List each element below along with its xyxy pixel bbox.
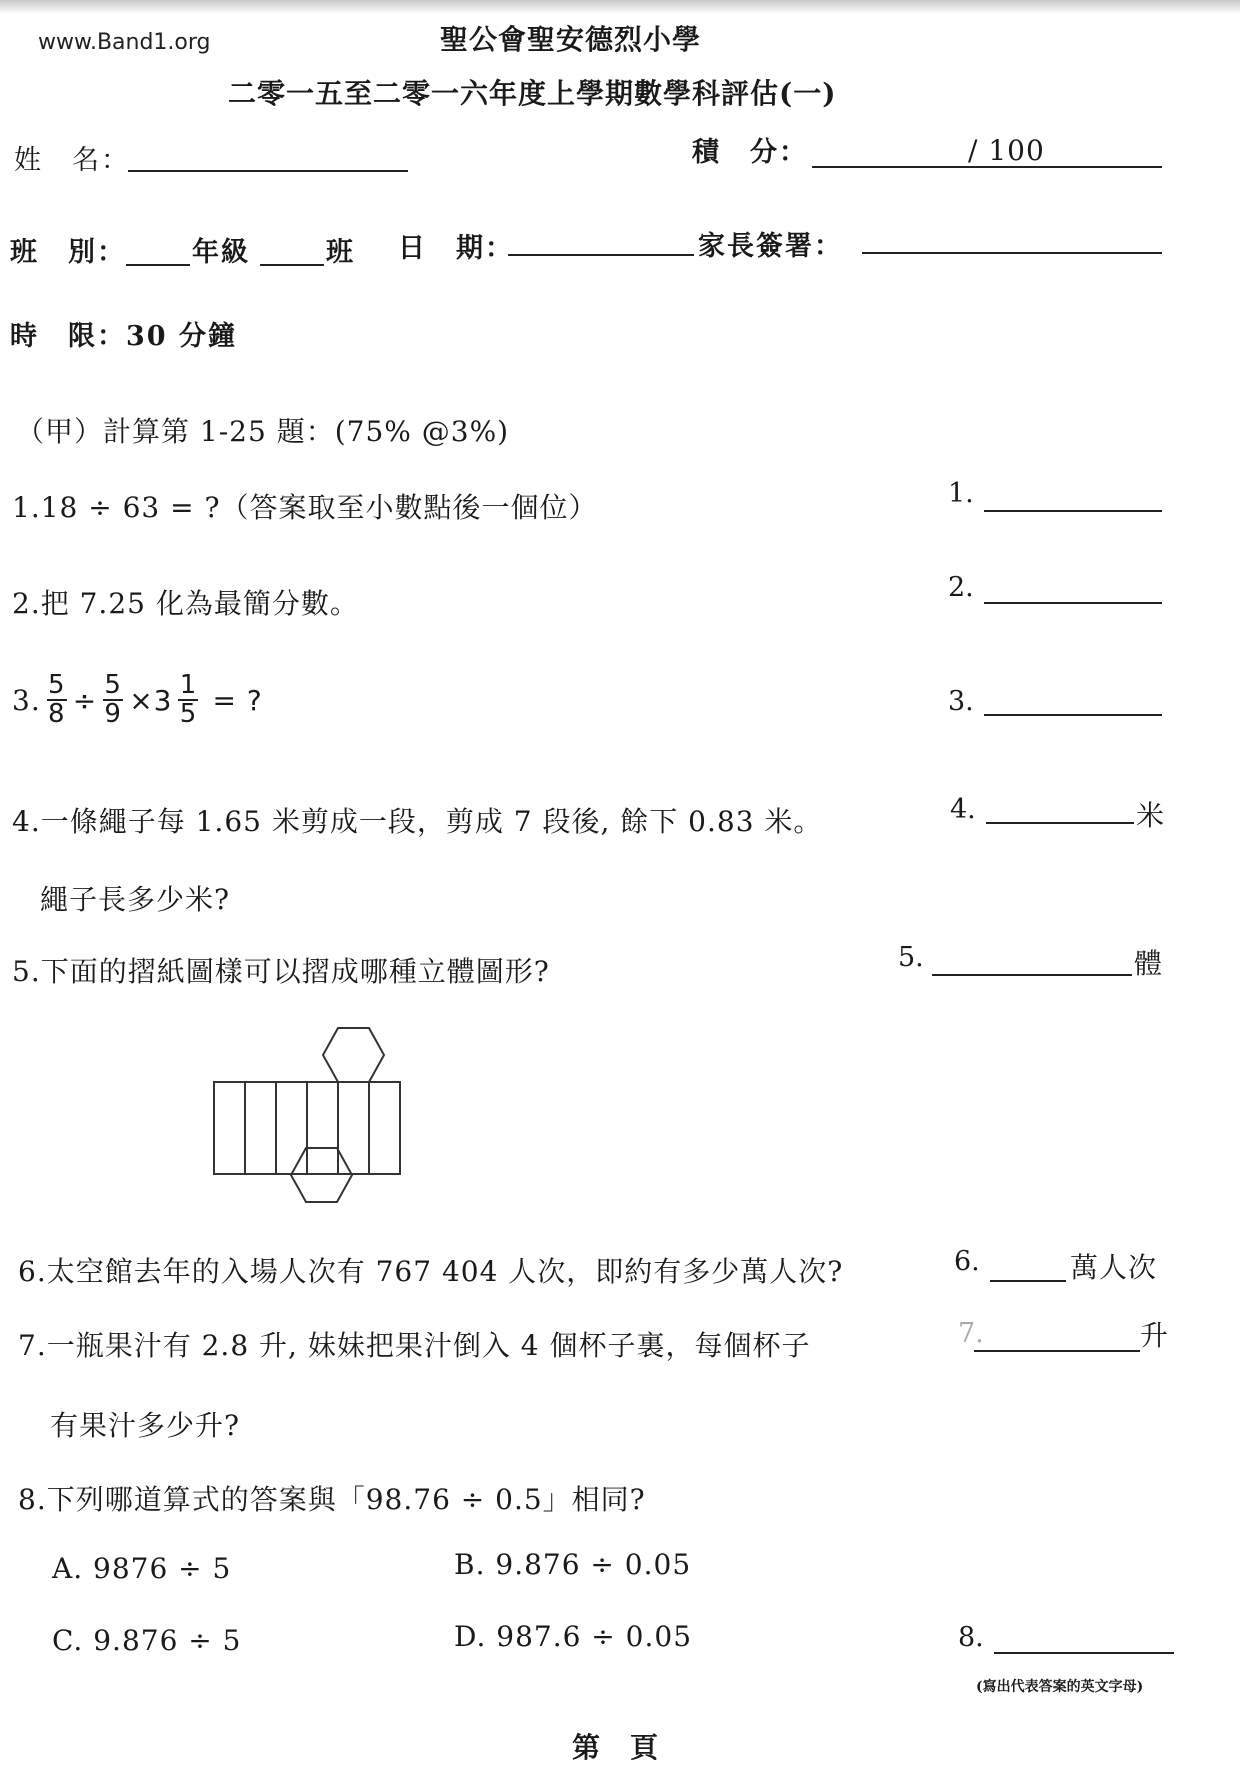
answer-5-label: 5.	[898, 942, 924, 973]
page-number: 第 頁	[572, 1731, 660, 1764]
answer-5-unit: 體	[1134, 947, 1164, 980]
answer-8-field[interactable]	[994, 1652, 1174, 1654]
answer-4-unit: 米	[1136, 799, 1166, 832]
grade-field[interactable]	[126, 264, 190, 266]
question-3: 3. $\frac{5}{8}$ ÷ $\frac{5}{9}$ ×3 $\frac{1}{5}$ = ?	[12, 670, 263, 730]
option-b: B. 9.876 ÷ 0.05	[454, 1548, 692, 1581]
exam-title: 二零一五至二零一六年度上學期數學科評估(一)	[228, 77, 837, 110]
scan-top-shadow	[0, 0, 1240, 14]
fraction-5-9: $\frac{5}{9}$	[104, 670, 122, 730]
date-field[interactable]	[508, 254, 694, 256]
option-c: C. 9.876 ÷ 5	[52, 1624, 242, 1657]
question-8: 8.下列哪道算式的答案與「98.76 ÷ 0.5」相同?	[18, 1483, 646, 1516]
school-name: 聖公會聖安德烈小學	[440, 23, 702, 56]
name-label: 姓 名：	[14, 145, 130, 176]
class-suffix: 班	[326, 237, 355, 268]
question-2: 2.把 7.25 化為最簡分數。	[12, 587, 359, 620]
answer-3-label: 3.	[948, 686, 974, 717]
date-label: 日 期：	[398, 233, 514, 264]
answer-7-label: 7.	[958, 1318, 984, 1349]
fraction-5-8: $\frac{5}{8}$	[47, 670, 66, 730]
hexagonal-prism-net	[200, 1024, 430, 1214]
fraction-1-5: $\frac{1}{5}$	[179, 670, 198, 730]
question-1: 1.18 ÷ 63 = ?（答案取至小數點後一個位）	[12, 491, 598, 524]
option-a: A. 9876 ÷ 5	[52, 1552, 232, 1585]
question-5: 5.下面的摺紙圖樣可以摺成哪種立體圖形?	[12, 955, 550, 988]
class-field[interactable]	[260, 264, 324, 266]
answer-3-field[interactable]	[984, 714, 1162, 716]
name-field[interactable]	[128, 170, 408, 172]
answer-8-label: 8.	[958, 1622, 984, 1653]
section-heading: （甲）計算第 1-25 題：(75% @3%)	[16, 415, 510, 448]
time-limit: 時 限：30 分鐘	[10, 321, 237, 352]
answer-4-field[interactable]	[986, 822, 1134, 824]
score-total: / 100	[968, 134, 1045, 167]
parent-signature-label: 家長簽署：	[698, 231, 843, 262]
answer-4-label: 4.	[950, 794, 976, 825]
answer-6-label: 6.	[954, 1246, 980, 1277]
question-6: 6.太空館去年的入場人次有 767 404 人次，即約有多少萬人次?	[18, 1255, 844, 1288]
answer-8-note: (寫出代表答案的英文字母)	[976, 1679, 1144, 1695]
answer-6-field[interactable]	[990, 1280, 1066, 1282]
answer-2-label: 2.	[948, 572, 974, 603]
score-label: 積 分：	[692, 137, 808, 168]
option-d: D. 987.6 ÷ 0.05	[454, 1620, 693, 1653]
answer-5-field[interactable]	[932, 974, 1132, 976]
answer-7-field[interactable]	[974, 1350, 1140, 1352]
parent-signature-field[interactable]	[862, 252, 1162, 254]
watermark: www.Band1.org	[38, 30, 211, 55]
answer-1-field[interactable]	[984, 510, 1162, 512]
class-label: 班 別：	[10, 237, 126, 268]
question-7: 7.一瓶果汁有 2.8 升, 妹妹把果汁倒入 4 個杯子裏，每個杯子	[18, 1329, 811, 1362]
question-4-line2: 繩子長多少米?	[40, 883, 231, 916]
answer-7-unit: 升	[1140, 1319, 1170, 1352]
net-top-hexagon	[323, 1028, 384, 1082]
grade-suffix: 年級	[192, 237, 250, 268]
answer-2-field[interactable]	[984, 602, 1162, 604]
answer-1-label: 1.	[948, 478, 974, 509]
answer-6-unit: 萬人次	[1070, 1251, 1158, 1284]
question-4: 4.一條繩子每 1.65 米剪成一段，剪成 7 段後, 餘下 0.83 米。	[12, 805, 823, 838]
question-7-line2: 有果汁多少升?	[50, 1409, 241, 1442]
